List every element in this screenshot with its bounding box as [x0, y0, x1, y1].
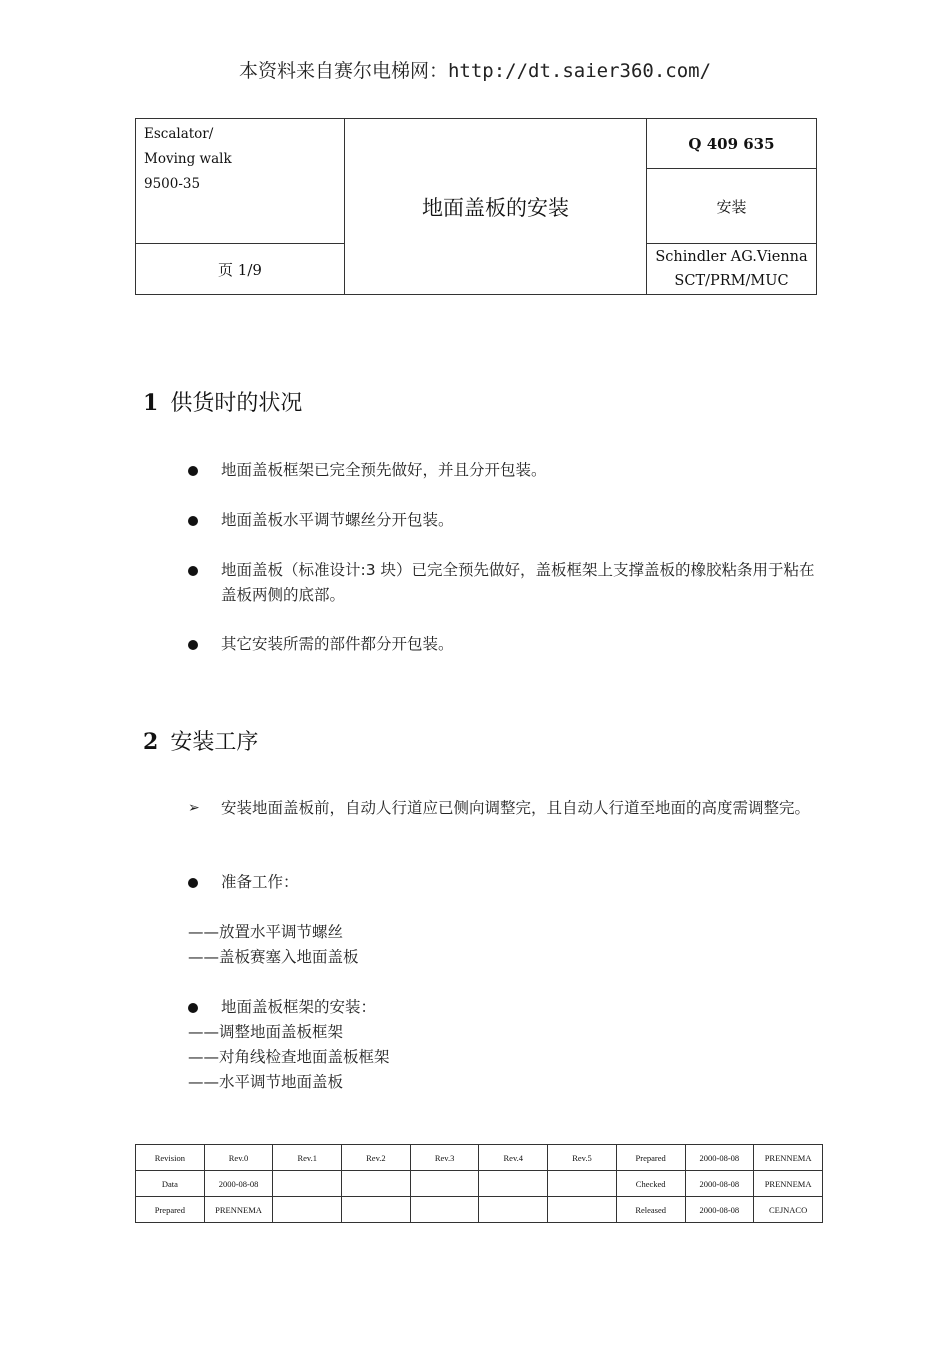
page-number: 页 1/9 [136, 244, 345, 295]
product-cell [136, 119, 345, 244]
table-cell [479, 1197, 548, 1223]
document-type: 安装 [647, 169, 817, 244]
table-cell: Rev.5 [548, 1145, 617, 1171]
list-item [188, 632, 818, 657]
product-line-2: Moving walk [144, 151, 232, 167]
prep-step: ——盖板赛塞入地面盖板 [188, 948, 359, 966]
company-line-2: SCT/PRM/MUC [674, 273, 789, 289]
document-number: Q 409 635 [647, 119, 817, 169]
table-cell [273, 1197, 342, 1223]
list-item-text: 地面盖板框架已完全预先做好，并且分开包装。 [221, 461, 547, 479]
table-cell: Prepared [616, 1145, 685, 1171]
document-title: 地面盖板的安装 [345, 119, 647, 295]
table-cell: Rev.4 [479, 1145, 548, 1171]
list-item-text: 安装地面盖板前，自动人行道应已侧向调整完，且自动人行道至地面的高度需调整完。 [221, 799, 811, 817]
table-cell: Rev.2 [342, 1145, 411, 1171]
list-item [188, 870, 818, 895]
arrow-bullet-icon: ➢ [188, 800, 200, 816]
section-2-title: 安装工序 [170, 730, 259, 755]
table-row [136, 1197, 823, 1223]
table-cell [410, 1171, 479, 1197]
table-cell: PRENNEMA [204, 1197, 273, 1223]
section-1-title: 供货时的状况 [170, 391, 303, 416]
table-cell: Released [616, 1197, 685, 1223]
document-header-table [135, 118, 817, 295]
company-cell [647, 244, 817, 295]
table-cell [479, 1171, 548, 1197]
table-cell [410, 1197, 479, 1223]
bullet-icon [188, 878, 198, 888]
revision-table [135, 1144, 823, 1223]
section-2-heading [143, 725, 258, 756]
prep-step: ——放置水平调节螺丝 [188, 923, 344, 941]
list-item [188, 995, 818, 1020]
company-line-1: Schindler AG.Vienna [655, 249, 808, 265]
product-line-3: 9500-35 [144, 176, 201, 192]
table-cell: 2000-08-08 [685, 1145, 754, 1171]
section-1-heading [143, 386, 302, 417]
bullet-icon [188, 516, 198, 526]
table-cell: CEJNACO [754, 1197, 823, 1223]
list-item [188, 796, 818, 821]
prep-title: 准备工作： [221, 873, 299, 891]
product-line-1: Escalator/ [144, 126, 214, 142]
list-item-text: 其它安装所需的部件都分开包装。 [221, 635, 454, 653]
table-cell [273, 1171, 342, 1197]
table-cell [548, 1171, 617, 1197]
table-cell: 2000-08-08 [685, 1197, 754, 1223]
section-1-number: 1 [143, 390, 159, 416]
table-cell [342, 1171, 411, 1197]
bullet-icon [188, 466, 198, 476]
table-cell: PRENNEMA [754, 1145, 823, 1171]
frame-step: ——对角线检查地面盖板框架 [188, 1048, 390, 1066]
list-item [188, 508, 818, 533]
table-cell [342, 1197, 411, 1223]
list-item-text: 地面盖板水平调节螺丝分开包装。 [221, 511, 454, 529]
table-cell: Rev.0 [204, 1145, 273, 1171]
table-cell: PRENNEMA [754, 1171, 823, 1197]
frame-title: 地面盖板框架的安装： [221, 998, 377, 1016]
table-cell: Data [136, 1171, 205, 1197]
frame-step: ——水平调节地面盖板 [188, 1073, 344, 1091]
list-item-text: 地面盖板（标准设计:3 块）已完全预先做好，盖板框架上支撑盖板的橡胶粘条用于粘在盖板两侧的底部。 [221, 561, 815, 604]
list-item [188, 458, 818, 483]
bullet-icon [188, 1003, 198, 1013]
table-cell: Checked [616, 1171, 685, 1197]
table-cell: Prepared [136, 1197, 205, 1223]
table-cell: 2000-08-08 [204, 1171, 273, 1197]
list-item [188, 558, 818, 608]
frame-step: ——调整地面盖板框架 [188, 1023, 344, 1041]
table-cell: Rev.1 [273, 1145, 342, 1171]
bullet-icon [188, 640, 198, 650]
table-row [136, 1171, 823, 1197]
table-cell: 2000-08-08 [685, 1171, 754, 1197]
table-row [136, 1145, 823, 1171]
table-cell: Rev.3 [410, 1145, 479, 1171]
table-cell [548, 1197, 617, 1223]
bullet-icon [188, 566, 198, 576]
section-2-number: 2 [143, 729, 159, 755]
source-watermark: 本资料来自赛尔电梯网：http://dt.saier360.com/ [238, 60, 712, 82]
table-cell: Revision [136, 1145, 205, 1171]
